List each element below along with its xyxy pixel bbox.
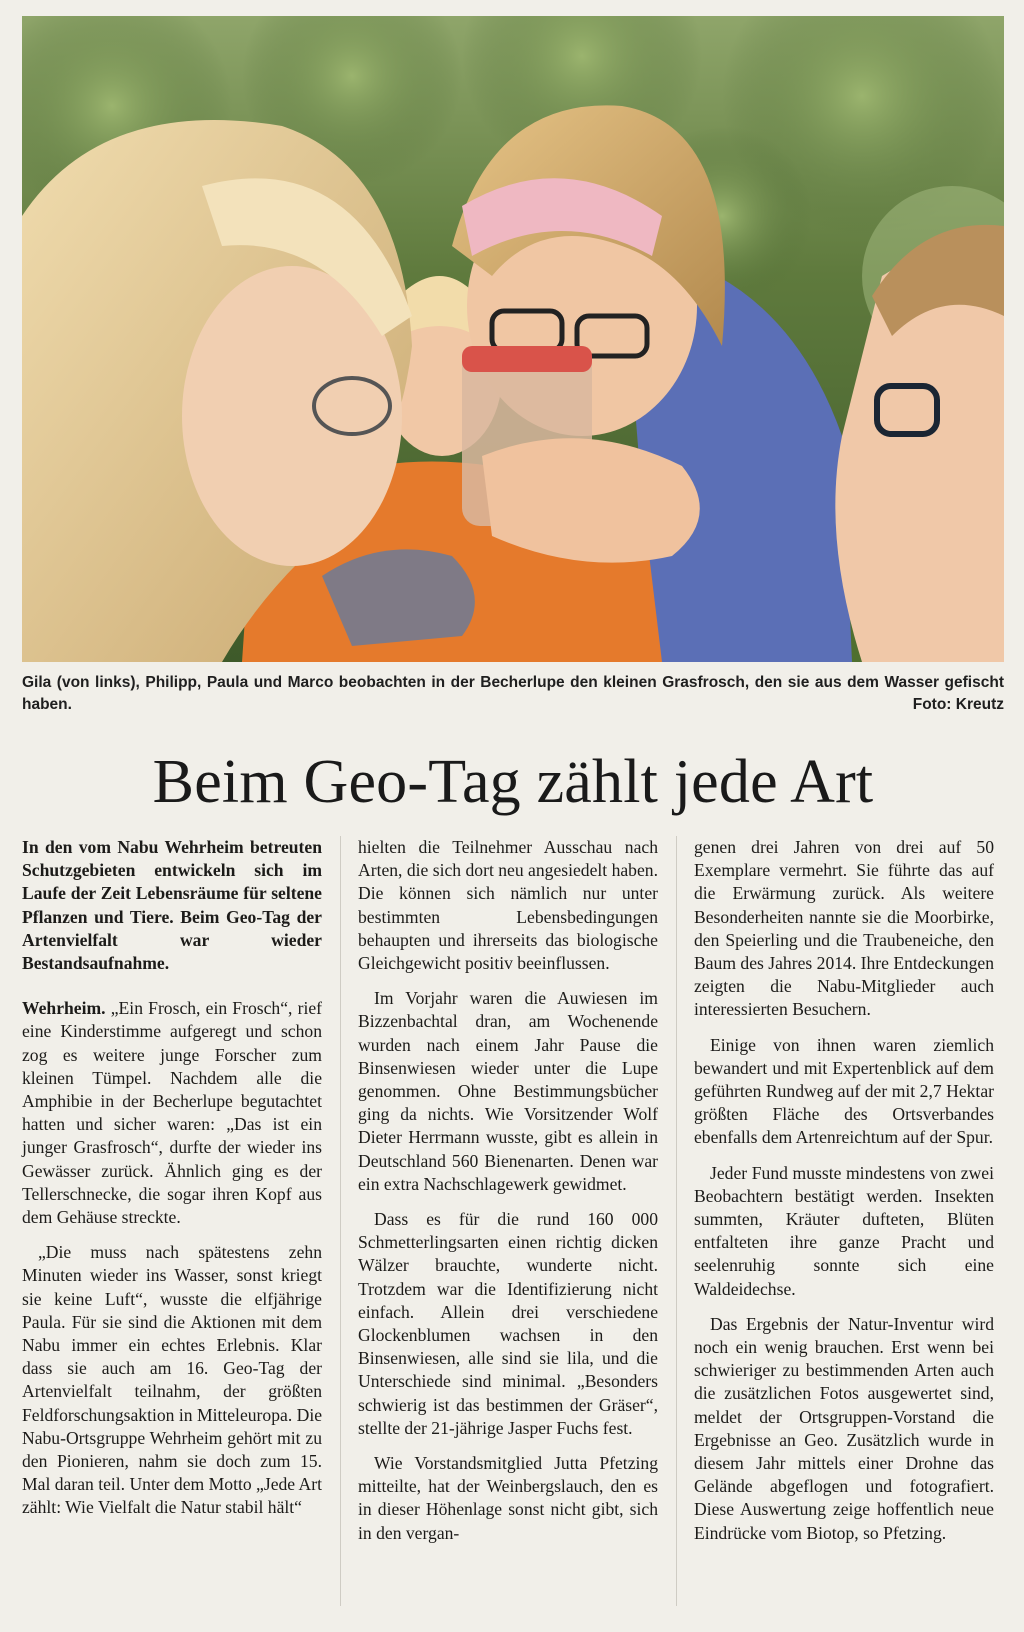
paragraph — [22, 997, 322, 1229]
children-with-magnifier-photo — [22, 16, 1004, 662]
paragraph: Einige von ihnen waren ziemlich bewandert und mit Expertenblick auf dem geführten Rundweg auf der mit 2,7 Hektar größten Fläche des Ortsverbandes ebenfalls dem Artenreichtum auf der Spur. — [694, 1034, 994, 1148]
paragraph: hielten die Teilnehmer Ausschau nach Arten, die sich dort neu angesiedelt haben. Die können sich nämlich nur unter bestimmten Lebensbedingungen behaupten und ihrerseits das biologische Gleichgewicht positiv beeinflussen. — [358, 837, 658, 974]
paragraph: genen drei Jahren von drei auf 50 Exemplare vermehrt. Sie führte das auf die Erwärmung zurück. Als weitere Besonderheiten nannte sie die Moorbirke, den Speierling und die Traubeneiche, den Baum des Jahres 2014. Ihre Entdeckungen zeigten die Nabu-Mitglieder auch interessierten Besuchern. — [694, 837, 994, 1020]
column-2 — [358, 836, 658, 1545]
paragraph: „Die muss nach spätestens zehn Minuten wieder ins Wasser, sonst kriegt sie keine Luft“, wusste die elfjährige Paula. Für sie sind die Aktionen mit dem Nabu immer ein echtes Erlebnis. Klar dass sie auch am 16. Geo-Tag der Artenvielfalt teilnahm, der größten Feldforschungsaktion in Mitteleuropa. Die Nabu-Ortsgruppe Wehrheim gehört mit zu den Pionieren, nahm sie doch zum 15. Mal daran teil. Unter dem Motto „Jede Art zählt: Wie Vielfalt die Natur stabil hält“ — [22, 1242, 323, 1518]
paragraph: Jeder Fund musste mindestens von zwei Beobachtern bestätigt werden. Insekten summten, Kräuter dufteten, Blüten entfalteten ihre ganze Pracht und seelenruhig sonnte sich eine Waldeidechse. — [694, 1162, 994, 1299]
column-divider — [340, 836, 341, 1606]
article-photo — [22, 16, 1004, 662]
paragraph: Wie Vorstandsmitglied Jutta Pfetzing mitteilte, hat der Weinbergslauch, den es in dieser Höhenlage sonst nicht gibt, sich in den vergan- — [358, 1453, 658, 1543]
caption-text: Gila (von links), Philipp, Paula und Marco beobachten in der Becherlupe den kleinen Grasfrosch, den sie aus dem Wasser gefischt haben. — [22, 674, 1004, 713]
photo-caption — [22, 672, 1004, 716]
paragraph-text: „Ein Frosch, ein Frosch“, rief eine Kinderstimme aufgeregt und schon zog es weitere junge Forscher zum kleinen Tümpel. Nachdem alle die Amphibie in der Becherlupe begutachtet hatten und sicher waren: „Das ist ein junger Grasfrosch“, durfte der wieder ins Gewässer zurück. Ähnlich ging es der Tellerschnecke, die sogar ihren Kopf aus dem Gehäuse streckte. — [22, 998, 322, 1228]
column-1 — [22, 836, 322, 1520]
paragraph: Das Ergebnis der Natur-Inventur wird noch ein wenig brauchen. Erst wenn bei schwieriger zu bestimmenden Arten auch die zusätzlichen Fotos ausgewertet sind, meldet der Ortsgruppen-Vorstand die Ergebnisse an Geo. Zusätzlich wurde in diesem Jahr mittels einer Drohne das Gelände abgeflogen und fotografiert. Diese Auswertung zeige hoffentlich neue Eindrücke vom Biotop, so Pfetzing. — [694, 1313, 994, 1543]
dateline: Wehrheim. — [22, 998, 106, 1019]
paragraph: Im Vorjahr waren die Auwiesen im Bizzenbachtal dran, am Wochenende wurden nach einem Jahr Pause die Binsenwiesen wieder unter die Lupe genommen. Ohne Bestimmungsbücher ging da nichts. Wie Vorsitzender Wolf Dieter Herrmann wusste, gibt es allein in Deutschland 560 Bienenarten. Denen war ein extra Nachschlagewerk gewidmet. — [358, 988, 658, 1194]
headline: Beim Geo-Tag zählt jede Art — [152, 748, 874, 816]
photo-credit: Foto: Kreutz — [912, 696, 1004, 713]
column-3 — [694, 836, 994, 1545]
paragraph: Dass es für die rund 160 000 Schmetterlingsarten einen richtig dicken Wälzer brauchte, wunderte nicht. Trotzdem war die Identifizierung nicht einfach. Allein drei verschiedene Glockenblumen wachsen in den Binsenwiesen, alle sind sie lila, und die Unterschiede sind minimal. „Besonders schwierig ist das bestimmen der Gräser“, stellte der 21-jährige Jasper Fuchs fest. — [358, 1209, 658, 1438]
lead-paragraph: In den vom Nabu Wehrheim betreuten Schutzgebieten entwickeln sich im Laufe der Zeit Lebensräume für seltene Pflanzen und Tiere. Beim Geo-Tag der Artenvielfalt war wieder Bestandsaufnahme. — [22, 837, 322, 974]
column-divider — [676, 836, 677, 1606]
